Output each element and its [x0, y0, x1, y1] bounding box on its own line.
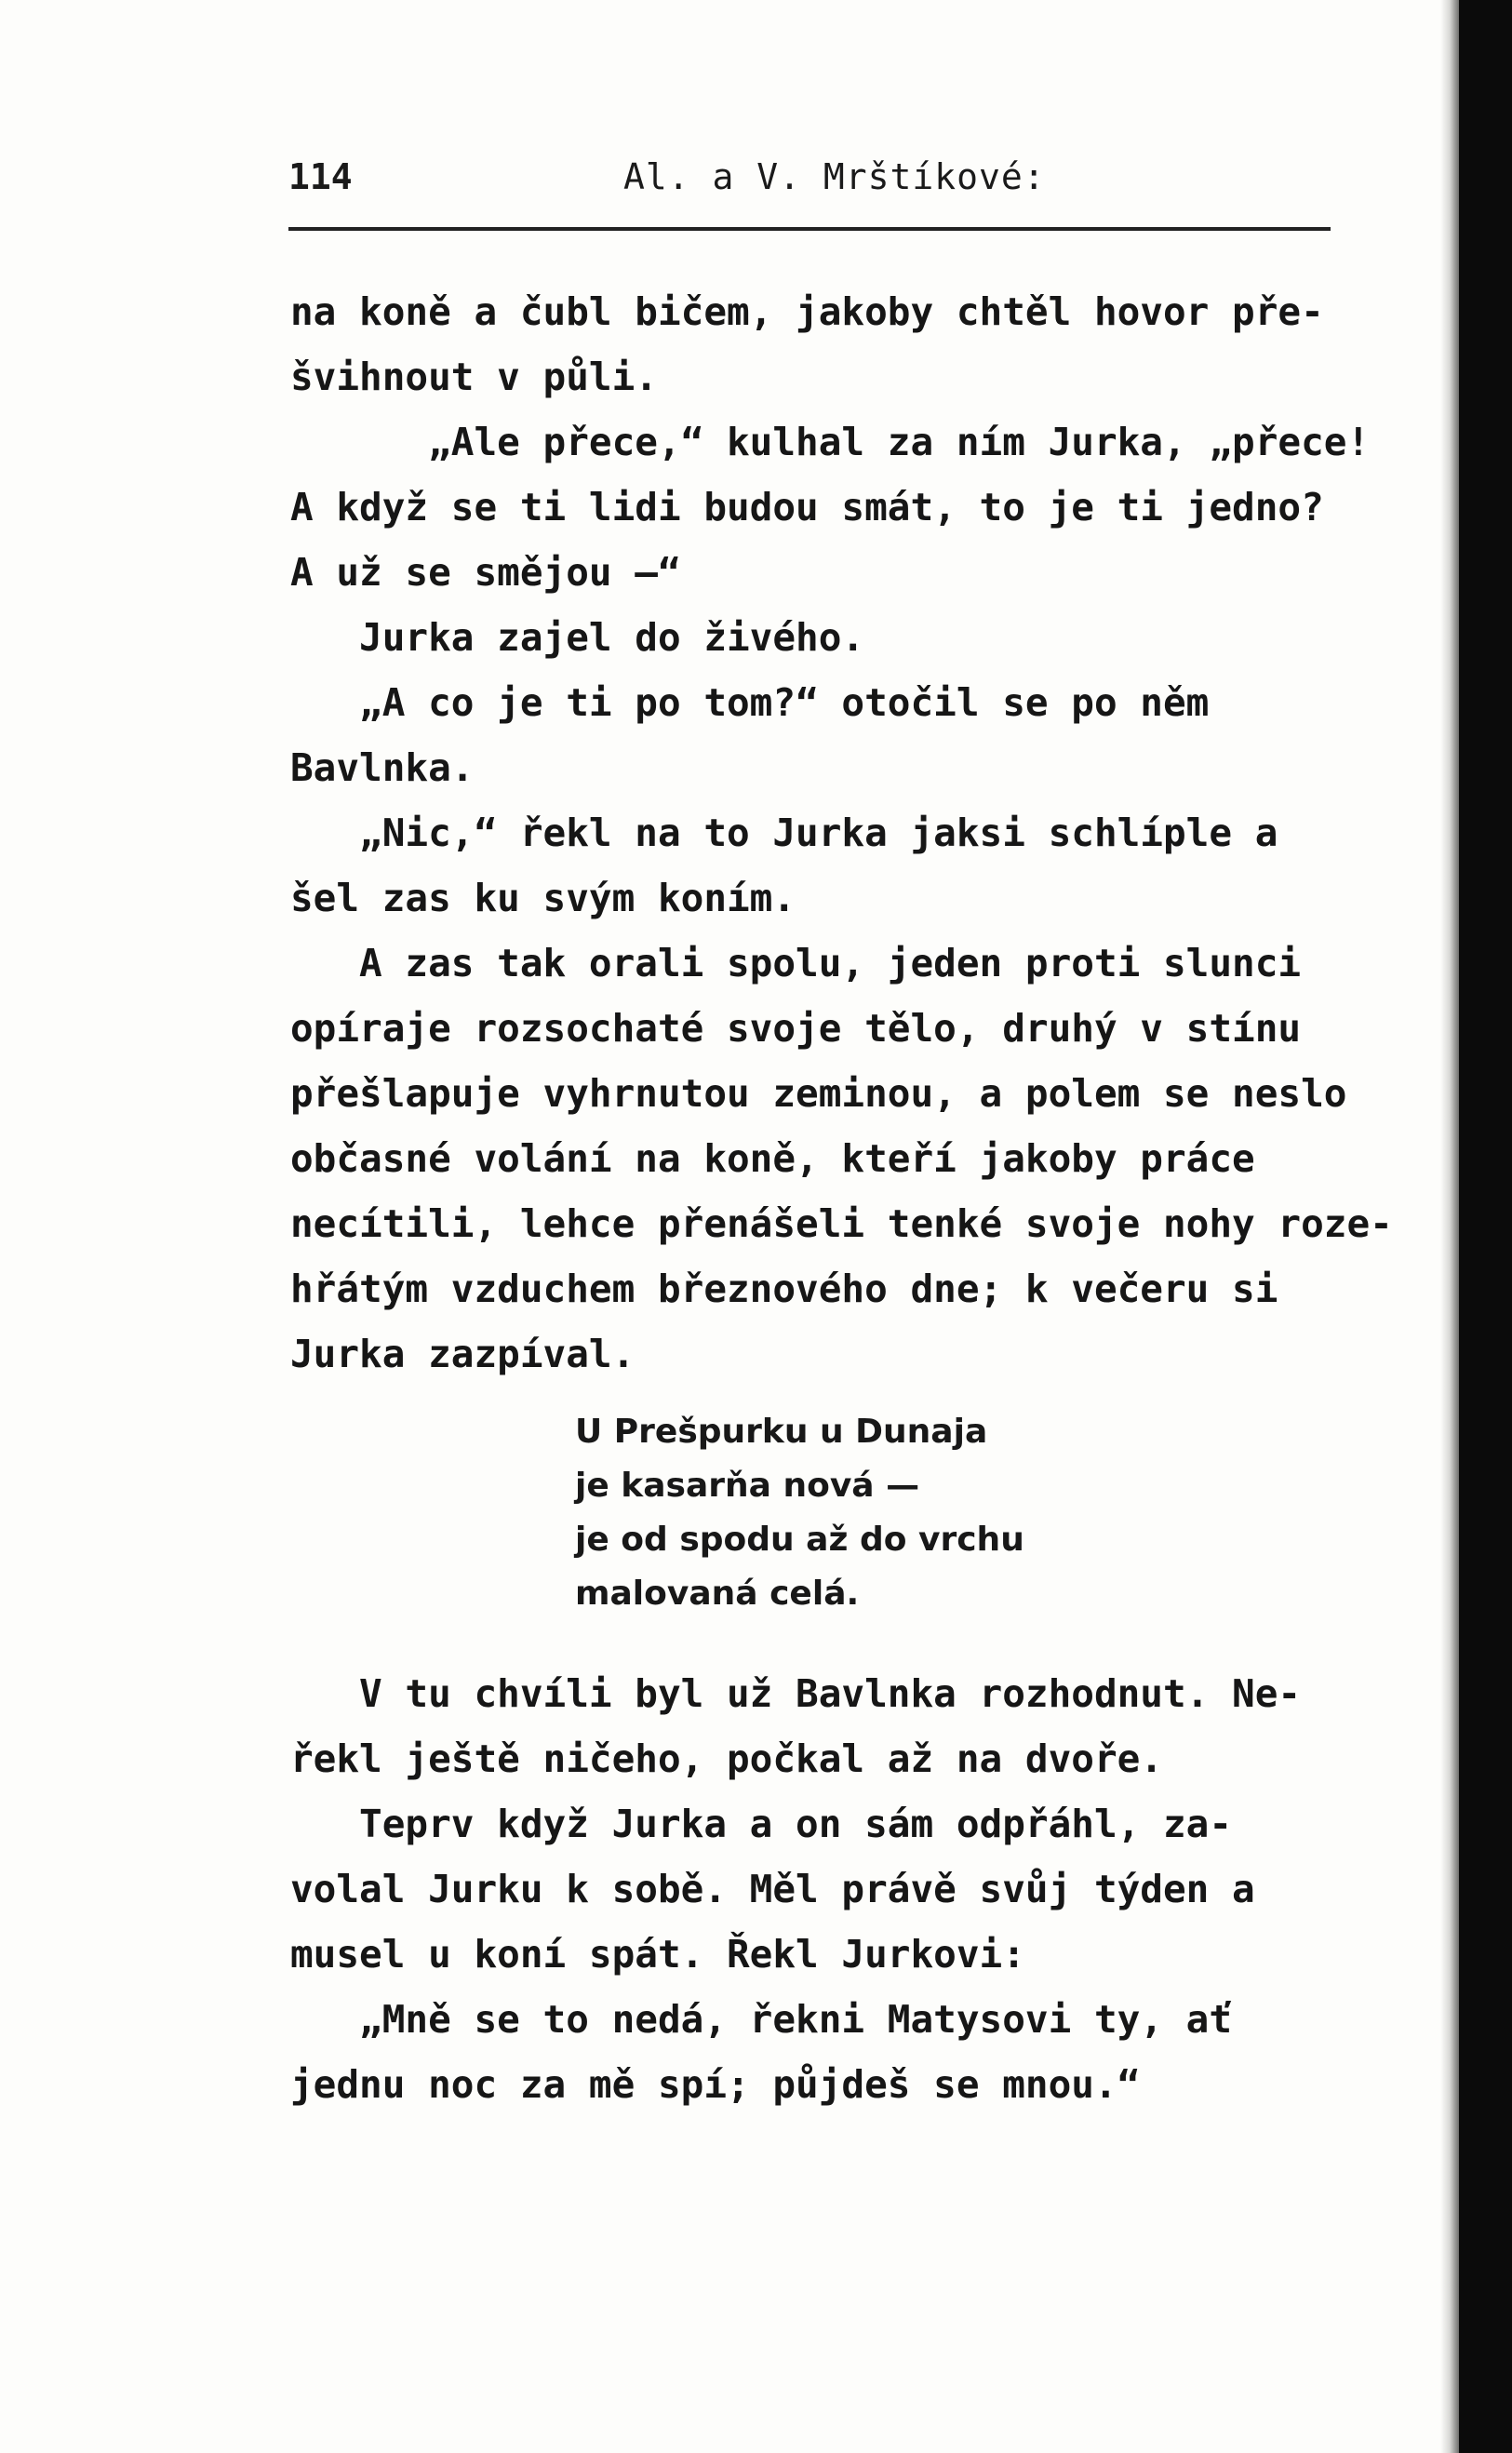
header-rule — [288, 227, 1331, 231]
text-line: šel zas ku svým koním. — [290, 876, 796, 920]
text-line: řekl ještě ničeho, počkal až na dvoře. — [290, 1736, 1163, 1781]
text-line: „Mně se to nedá, řekni Matysovi ty, ať — [290, 1997, 1233, 2042]
text-line: necítili, lehce přenášeli tenké svoje nohy roze- — [290, 1201, 1393, 1246]
song-verse — [575, 1405, 1226, 1621]
text-line: Jurka zazpíval. — [290, 1332, 636, 1376]
text-line: V tu chvíli byl už Bavlnka rozhodnut. Ne- — [290, 1671, 1302, 1716]
page-header — [288, 156, 1331, 212]
text-block-1 — [290, 279, 1393, 1387]
text-line: občasné volání na koně, kteří jakoby práce — [290, 1136, 1255, 1181]
verse-line: malovaná celá. — [575, 1575, 860, 1613]
verse-line: je kasarňa nová — — [575, 1467, 920, 1505]
text-line: švihnout v půli. — [290, 355, 658, 399]
text-line: Teprv když Jurka a on sám odpřáhl, za- — [290, 1802, 1233, 1846]
text-line: volal Jurku k sobě. Měl právě svůj týden a — [290, 1867, 1255, 1911]
text-line: „Nic,“ řekl na to Jurka jaksi schlíple a — [290, 811, 1278, 855]
text-line: Jurka zajel do živého. — [290, 615, 865, 660]
verse-line: je od spodu až do vrchu — [575, 1521, 1024, 1559]
page-number: 114 — [288, 156, 353, 197]
text-line: Bavlnka. — [290, 745, 475, 790]
text-line: „A co je ti po tom?“ otočil se po něm — [290, 680, 1210, 725]
text-line: hřátým vzduchem březnového dne; k večeru si — [290, 1267, 1278, 1311]
text-line: opíraje rozsochaté svoje tělo, druhý v stínu — [290, 1006, 1302, 1051]
text-line: A zas tak orali spolu, jeden proti slunci — [290, 941, 1302, 985]
verse-line: U Prešpurku u Dunaja — [575, 1413, 988, 1451]
text-line: přešlapuje vyhrnutou zeminou, a polem se neslo — [290, 1071, 1347, 1116]
text-line: musel u koní spát. Řekl Jurkovi: — [290, 1932, 1025, 1977]
text-block-2 — [290, 1661, 1332, 2117]
scan-border — [1459, 0, 1512, 2453]
text-line: A už se smějou —“ — [290, 550, 681, 595]
text-line: na koně a čubl bičem, jakoby chtěl hovor pře- — [290, 289, 1324, 334]
text-line: A když se ti lidi budou smát, to je ti jedno? — [290, 485, 1324, 529]
running-title: Al. a V. Mrštíkové: — [623, 156, 1046, 197]
text-line: jednu noc za mě spí; půjdeš se mnou.“ — [290, 2062, 1141, 2107]
page-edge-shadow — [1440, 0, 1461, 2453]
text-line: „Ale přece,“ kulhal za ním Jurka, „přece! — [290, 420, 1371, 464]
